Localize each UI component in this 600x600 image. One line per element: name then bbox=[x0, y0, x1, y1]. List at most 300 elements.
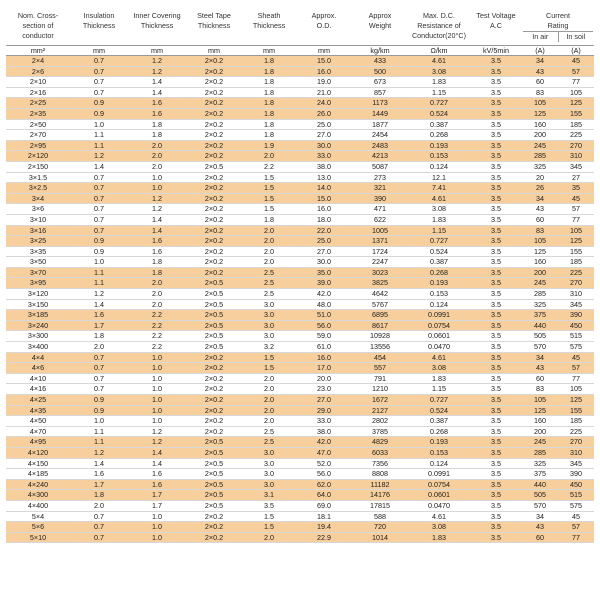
table-cell: 60 bbox=[522, 77, 558, 88]
table-row bbox=[6, 331, 594, 342]
table-cell: 45 bbox=[558, 352, 594, 363]
table-cell: 1.2 bbox=[128, 56, 186, 67]
table-cell: 77 bbox=[558, 77, 594, 88]
table-cell: 3.0 bbox=[242, 320, 296, 331]
table-cell: 1.8 bbox=[128, 257, 186, 268]
unit-cell: mm bbox=[296, 46, 352, 56]
table-cell: 34 bbox=[522, 56, 558, 67]
table-cell: 2.2 bbox=[128, 310, 186, 321]
table-cell: 4.61 bbox=[408, 511, 470, 522]
table-cell: 30.0 bbox=[296, 257, 352, 268]
table-cell: 1.1 bbox=[70, 437, 128, 448]
table-cell: 1.7 bbox=[70, 320, 128, 331]
table-cell: 125 bbox=[558, 395, 594, 406]
table-cell: 3.5 bbox=[470, 193, 522, 204]
table-cell: 125 bbox=[522, 405, 558, 416]
table-cell: 0.9 bbox=[70, 246, 128, 257]
table-cell: 2454 bbox=[352, 130, 408, 141]
table-cell: 160 bbox=[522, 119, 558, 130]
table-cell: 2×0.2 bbox=[186, 130, 242, 141]
table-cell: 4×6 bbox=[6, 363, 70, 374]
table-cell: 18.1 bbox=[296, 511, 352, 522]
table-cell: 3.5 bbox=[242, 500, 296, 511]
table-cell: 1.4 bbox=[128, 77, 186, 88]
table-row bbox=[6, 532, 594, 543]
table-cell: 570 bbox=[522, 500, 558, 511]
table-cell: 2×16 bbox=[6, 87, 70, 98]
table-cell: 23.0 bbox=[296, 384, 352, 395]
table-cell: 720 bbox=[352, 522, 408, 533]
table-cell: 3.2 bbox=[242, 342, 296, 353]
table-cell: 105 bbox=[522, 395, 558, 406]
table-cell: 0.0991 bbox=[408, 310, 470, 321]
table-cell: 42.0 bbox=[296, 289, 352, 300]
table-cell: 2483 bbox=[352, 140, 408, 151]
table-cell: 2×0.2 bbox=[186, 426, 242, 437]
table-cell: 4642 bbox=[352, 289, 408, 300]
table-cell: 3.5 bbox=[470, 479, 522, 490]
table-cell: 20 bbox=[522, 172, 558, 183]
table-cell: 1.6 bbox=[128, 479, 186, 490]
table-cell: 185 bbox=[558, 119, 594, 130]
table-cell: 105 bbox=[522, 98, 558, 109]
table-cell: 200 bbox=[522, 267, 558, 278]
table-cell: 5767 bbox=[352, 299, 408, 310]
header-approx-weight: Approx Weight bbox=[368, 11, 392, 30]
table-cell: 575 bbox=[558, 342, 594, 353]
table-cell: 60 bbox=[522, 532, 558, 543]
table-cell: 1877 bbox=[352, 119, 408, 130]
table-cell: 17815 bbox=[352, 500, 408, 511]
table-cell: 0.7 bbox=[70, 193, 128, 204]
table-cell: 2×0.2 bbox=[186, 119, 242, 130]
table-cell: 1.6 bbox=[70, 469, 128, 480]
table-cell: 2×0.2 bbox=[186, 87, 242, 98]
table-cell: 2.0 bbox=[128, 140, 186, 151]
table-cell: 27.0 bbox=[296, 130, 352, 141]
table-row bbox=[6, 172, 594, 183]
table-cell: 1.8 bbox=[242, 98, 296, 109]
table-cell: 1.8 bbox=[242, 130, 296, 141]
table-cell: 43 bbox=[522, 66, 558, 77]
table-cell: 3.5 bbox=[470, 342, 522, 353]
table-cell: 2.0 bbox=[70, 342, 128, 353]
table-cell: 0.0754 bbox=[408, 479, 470, 490]
table-cell: 62.0 bbox=[296, 479, 352, 490]
table-cell: 43 bbox=[522, 522, 558, 533]
table-cell: 0.387 bbox=[408, 257, 470, 268]
table-cell: 1.2 bbox=[128, 204, 186, 215]
table-cell: 1.6 bbox=[70, 310, 128, 321]
table-cell: 45 bbox=[558, 56, 594, 67]
table-cell: 83 bbox=[522, 87, 558, 98]
table-cell: 35 bbox=[558, 183, 594, 194]
table-cell: 3×400 bbox=[6, 342, 70, 353]
table-cell: 27.0 bbox=[296, 395, 352, 406]
table-cell: 245 bbox=[522, 437, 558, 448]
table-cell: 11182 bbox=[352, 479, 408, 490]
table-cell: 105 bbox=[558, 87, 594, 98]
table-cell: 3.5 bbox=[470, 183, 522, 194]
table-cell: 0.124 bbox=[408, 458, 470, 469]
table-cell: 2.0 bbox=[128, 161, 186, 172]
table-cell: 2×0.2 bbox=[186, 225, 242, 236]
table-cell: 2×0.2 bbox=[186, 98, 242, 109]
table-cell: 185 bbox=[558, 416, 594, 427]
table-row bbox=[6, 395, 594, 406]
table-cell: 2×0.5 bbox=[186, 469, 242, 480]
table-cell: 345 bbox=[558, 161, 594, 172]
table-cell: 105 bbox=[522, 236, 558, 247]
table-cell: 390 bbox=[558, 469, 594, 480]
table-cell: 0.0470 bbox=[408, 342, 470, 353]
table-cell: 59.0 bbox=[296, 331, 352, 342]
table-cell: 4×300 bbox=[6, 490, 70, 501]
table-cell: 321 bbox=[352, 183, 408, 194]
table-cell: 38.0 bbox=[296, 426, 352, 437]
table-cell: 0.0601 bbox=[408, 490, 470, 501]
table-cell: 125 bbox=[558, 98, 594, 109]
table-cell: 1.6 bbox=[128, 236, 186, 247]
table-cell: 1449 bbox=[352, 108, 408, 119]
table-cell: 25.0 bbox=[296, 119, 352, 130]
table-row bbox=[6, 161, 594, 172]
table-cell: 1.83 bbox=[408, 214, 470, 225]
table-cell: 14.0 bbox=[296, 183, 352, 194]
table-cell: 1.2 bbox=[70, 447, 128, 458]
table-cell: 3.5 bbox=[470, 299, 522, 310]
table-cell: 56.0 bbox=[296, 320, 352, 331]
table-cell: 1672 bbox=[352, 395, 408, 406]
table-cell: 3.5 bbox=[470, 395, 522, 406]
table-cell: 1.9 bbox=[242, 140, 296, 151]
table-cell: 7356 bbox=[352, 458, 408, 469]
table-cell: 3.0 bbox=[242, 458, 296, 469]
table-cell: 2×0.2 bbox=[186, 363, 242, 374]
table-cell: 2.0 bbox=[128, 278, 186, 289]
table-cell: 0.268 bbox=[408, 130, 470, 141]
table-cell: 471 bbox=[352, 204, 408, 215]
table-row bbox=[6, 363, 594, 374]
table-cell: 2×0.2 bbox=[186, 246, 242, 257]
table-row bbox=[6, 119, 594, 130]
table-cell: 1.5 bbox=[242, 172, 296, 183]
table-cell: 4213 bbox=[352, 151, 408, 162]
table-cell: 26.0 bbox=[296, 108, 352, 119]
table-cell: 2.0 bbox=[242, 532, 296, 543]
table-row bbox=[6, 130, 594, 141]
table-cell: 15.0 bbox=[296, 193, 352, 204]
table-cell: 4×4 bbox=[6, 352, 70, 363]
table-cell: 2.2 bbox=[128, 331, 186, 342]
table-cell: 0.124 bbox=[408, 299, 470, 310]
table-cell: 2.5 bbox=[242, 267, 296, 278]
table-cell: 43 bbox=[522, 363, 558, 374]
table-cell: 3.5 bbox=[470, 331, 522, 342]
table-cell: 2×0.2 bbox=[186, 373, 242, 384]
table-cell: 4×120 bbox=[6, 447, 70, 458]
table-cell: 3.5 bbox=[470, 267, 522, 278]
table-row bbox=[6, 151, 594, 162]
table-cell: 3×2.5 bbox=[6, 183, 70, 194]
table-cell: 0.7 bbox=[70, 77, 128, 88]
table-cell: 0.727 bbox=[408, 98, 470, 109]
table-cell: 857 bbox=[352, 87, 408, 98]
table-cell: 1.5 bbox=[242, 193, 296, 204]
table-cell: 2×0.2 bbox=[186, 151, 242, 162]
table-cell: 3×6 bbox=[6, 204, 70, 215]
cable-spec-table-container bbox=[6, 10, 594, 543]
table-cell: 1.5 bbox=[242, 204, 296, 215]
table-cell: 2×0.5 bbox=[186, 310, 242, 321]
table-cell: 2.0 bbox=[242, 246, 296, 257]
table-cell: 1.0 bbox=[128, 405, 186, 416]
table-cell: 105 bbox=[558, 225, 594, 236]
table-cell: 2×0.5 bbox=[186, 342, 242, 353]
table-cell: 2×0.5 bbox=[186, 479, 242, 490]
table-cell: 1.0 bbox=[128, 511, 186, 522]
table-cell: 4×35 bbox=[6, 405, 70, 416]
unit-cell: (A) bbox=[558, 46, 594, 56]
table-cell: 185 bbox=[558, 257, 594, 268]
table-cell: 0.727 bbox=[408, 236, 470, 247]
table-cell: 3.5 bbox=[470, 426, 522, 437]
unit-cell: mm bbox=[242, 46, 296, 56]
table-cell: 3.5 bbox=[470, 320, 522, 331]
table-cell: 0.9 bbox=[70, 98, 128, 109]
table-cell: 3.5 bbox=[470, 119, 522, 130]
table-cell: 2×0.2 bbox=[186, 395, 242, 406]
table-cell: 34 bbox=[522, 511, 558, 522]
table-cell: 375 bbox=[522, 310, 558, 321]
table-cell: 25.0 bbox=[296, 236, 352, 247]
table-cell: 19.4 bbox=[296, 522, 352, 533]
header-sheath-thickness: Sheath Thickness bbox=[252, 11, 286, 30]
table-cell: 673 bbox=[352, 77, 408, 88]
table-cell: 34 bbox=[522, 352, 558, 363]
table-cell: 0.727 bbox=[408, 395, 470, 406]
table-cell: 433 bbox=[352, 56, 408, 67]
table-cell: 3.5 bbox=[470, 77, 522, 88]
table-cell: 3.0 bbox=[242, 299, 296, 310]
table-cell: 1.1 bbox=[70, 140, 128, 151]
table-cell: 3.08 bbox=[408, 363, 470, 374]
table-cell: 2×6 bbox=[6, 66, 70, 77]
table-cell: 0.7 bbox=[70, 56, 128, 67]
table-cell: 2.0 bbox=[242, 225, 296, 236]
table-cell: 4.61 bbox=[408, 352, 470, 363]
table-cell: 3.5 bbox=[470, 447, 522, 458]
table-row bbox=[6, 511, 594, 522]
table-row bbox=[6, 479, 594, 490]
table-cell: 557 bbox=[352, 363, 408, 374]
table-cell: 2×0.2 bbox=[186, 140, 242, 151]
table-cell: 2.0 bbox=[128, 299, 186, 310]
table-cell: 2247 bbox=[352, 257, 408, 268]
table-row bbox=[6, 342, 594, 353]
table-row bbox=[6, 214, 594, 225]
table-cell: 1.6 bbox=[128, 98, 186, 109]
table-cell: 0.7 bbox=[70, 384, 128, 395]
table-cell: 200 bbox=[522, 426, 558, 437]
table-cell: 570 bbox=[522, 342, 558, 353]
table-cell: 2×70 bbox=[6, 130, 70, 141]
table-cell: 3.08 bbox=[408, 522, 470, 533]
table-cell: 0.7 bbox=[70, 363, 128, 374]
table-cell: 4829 bbox=[352, 437, 408, 448]
table-cell: 2.0 bbox=[242, 384, 296, 395]
table-cell: 47.0 bbox=[296, 447, 352, 458]
table-cell: 1.5 bbox=[242, 522, 296, 533]
table-cell: 1.7 bbox=[128, 490, 186, 501]
table-cell: 2×95 bbox=[6, 140, 70, 151]
table-cell: 3785 bbox=[352, 426, 408, 437]
table-cell: 2.0 bbox=[242, 151, 296, 162]
table-cell: 2.2 bbox=[242, 161, 296, 172]
table-cell: 4×150 bbox=[6, 458, 70, 469]
table-cell: 1.2 bbox=[70, 151, 128, 162]
table-cell: 3×1.5 bbox=[6, 172, 70, 183]
table-cell: 22.9 bbox=[296, 532, 352, 543]
table-cell: 0.153 bbox=[408, 151, 470, 162]
header-current-rating: Current Rating In air In soil bbox=[522, 10, 594, 46]
table-cell: 0.193 bbox=[408, 140, 470, 151]
table-cell: 1.8 bbox=[242, 77, 296, 88]
header-inner-covering-thickness: Inner Covering Thickness bbox=[133, 11, 181, 30]
table-cell: 4×70 bbox=[6, 426, 70, 437]
table-cell: 43 bbox=[522, 204, 558, 215]
table-cell: 1.0 bbox=[128, 384, 186, 395]
table-cell: 8808 bbox=[352, 469, 408, 480]
table-cell: 2.0 bbox=[242, 416, 296, 427]
table-cell: 2.0 bbox=[242, 373, 296, 384]
table-cell: 69.0 bbox=[296, 500, 352, 511]
table-cell: 0.7 bbox=[70, 352, 128, 363]
header-test-voltage: Test Voltage A.C bbox=[476, 11, 516, 30]
table-cell: 26 bbox=[522, 183, 558, 194]
table-cell: 0.9 bbox=[70, 395, 128, 406]
table-cell: 3.0 bbox=[242, 331, 296, 342]
table-cell: 22.0 bbox=[296, 225, 352, 236]
table-cell: 0.268 bbox=[408, 426, 470, 437]
table-cell: 33.0 bbox=[296, 151, 352, 162]
table-row bbox=[6, 183, 594, 194]
table-cell: 1.4 bbox=[70, 161, 128, 172]
table-cell: 1.4 bbox=[70, 299, 128, 310]
table-cell: 2802 bbox=[352, 416, 408, 427]
table-cell: 27 bbox=[558, 172, 594, 183]
table-cell: 3.5 bbox=[470, 98, 522, 109]
table-cell: 17.0 bbox=[296, 363, 352, 374]
table-cell: 245 bbox=[522, 140, 558, 151]
header-in-air: In air bbox=[532, 32, 549, 41]
table-row bbox=[6, 500, 594, 511]
units-row bbox=[6, 46, 594, 56]
table-cell: 3×120 bbox=[6, 289, 70, 300]
table-cell: 3.5 bbox=[470, 151, 522, 162]
table-cell: 3.5 bbox=[470, 522, 522, 533]
table-cell: 3×70 bbox=[6, 267, 70, 278]
table-cell: 1.6 bbox=[128, 246, 186, 257]
table-cell: 3×240 bbox=[6, 320, 70, 331]
table-cell: 1173 bbox=[352, 98, 408, 109]
table-cell: 0.9 bbox=[70, 236, 128, 247]
table-cell: 3.5 bbox=[470, 363, 522, 374]
table-cell: 2×0.2 bbox=[186, 56, 242, 67]
table-cell: 1.0 bbox=[128, 172, 186, 183]
table-cell: 3.5 bbox=[470, 352, 522, 363]
table-cell: 2×0.5 bbox=[186, 161, 242, 172]
table-cell: 3×185 bbox=[6, 310, 70, 321]
table-cell: 3.1 bbox=[242, 490, 296, 501]
table-cell: 1.83 bbox=[408, 532, 470, 543]
table-cell: 42.0 bbox=[296, 437, 352, 448]
table-cell: 3.5 bbox=[470, 87, 522, 98]
table-row bbox=[6, 225, 594, 236]
table-cell: 1.83 bbox=[408, 77, 470, 88]
table-cell: 2.5 bbox=[242, 426, 296, 437]
table-cell: 225 bbox=[558, 130, 594, 141]
table-cell: 0.9 bbox=[70, 405, 128, 416]
table-cell: 2×0.2 bbox=[186, 257, 242, 268]
table-cell: 1.15 bbox=[408, 384, 470, 395]
table-cell: 0.7 bbox=[70, 522, 128, 533]
table-row bbox=[6, 289, 594, 300]
table-row bbox=[6, 204, 594, 215]
header-max-dc-resistance: Max. D.C. Resistance of Conductor(20°C) bbox=[411, 11, 466, 40]
table-cell: 3×300 bbox=[6, 331, 70, 342]
table-row bbox=[6, 458, 594, 469]
table-cell: 13.0 bbox=[296, 172, 352, 183]
table-row bbox=[6, 490, 594, 501]
table-cell: 1.8 bbox=[242, 66, 296, 77]
table-cell: 3.5 bbox=[470, 225, 522, 236]
table-cell: 310 bbox=[558, 289, 594, 300]
header-insulation-thickness: Insulation Thickness bbox=[82, 11, 116, 30]
table-cell: 1.6 bbox=[128, 108, 186, 119]
table-cell: 2.0 bbox=[70, 500, 128, 511]
table-cell: 57 bbox=[558, 363, 594, 374]
table-cell: 45 bbox=[558, 511, 594, 522]
table-cell: 390 bbox=[558, 310, 594, 321]
table-cell: 450 bbox=[558, 320, 594, 331]
table-cell: 2×0.5 bbox=[186, 500, 242, 511]
table-cell: 3.5 bbox=[470, 130, 522, 141]
table-cell: 1724 bbox=[352, 246, 408, 257]
table-cell: 2.5 bbox=[242, 437, 296, 448]
table-cell: 4×400 bbox=[6, 500, 70, 511]
table-cell: 14176 bbox=[352, 490, 408, 501]
table-cell: 273 bbox=[352, 172, 408, 183]
table-cell: 1.7 bbox=[70, 479, 128, 490]
table-cell: 3.5 bbox=[470, 140, 522, 151]
table-cell: 3.5 bbox=[470, 458, 522, 469]
header-steel-tape-thickness: Steel Tape Thickness bbox=[197, 11, 231, 30]
table-cell: 57 bbox=[558, 522, 594, 533]
table-cell: 622 bbox=[352, 214, 408, 225]
table-row bbox=[6, 320, 594, 331]
table-cell: 2×25 bbox=[6, 98, 70, 109]
table-cell: 505 bbox=[522, 331, 558, 342]
unit-cell: kV/5min bbox=[470, 46, 522, 56]
table-cell: 1.5 bbox=[242, 183, 296, 194]
table-cell: 0.0991 bbox=[408, 469, 470, 480]
table-cell: 345 bbox=[558, 299, 594, 310]
table-cell: 1.2 bbox=[128, 437, 186, 448]
table-cell: 2×150 bbox=[6, 161, 70, 172]
table-cell: 2×0.2 bbox=[186, 236, 242, 247]
table-cell: 0.7 bbox=[70, 183, 128, 194]
